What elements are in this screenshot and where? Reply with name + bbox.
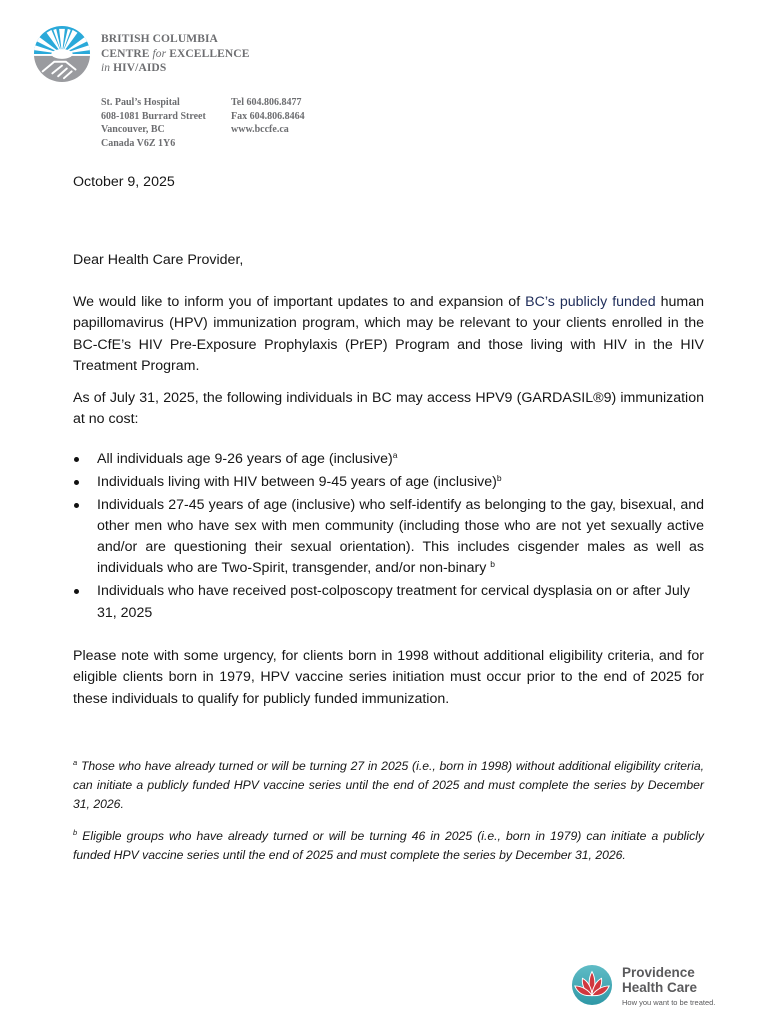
urgency-paragraph: Please note with some urgency, for clients born in 1998 without additional eligibility criteria, and for eligible clients born in 1979, HPV vaccine series initiation must occur prior to the end of 2025 for these individuals to qualify for publicly funded immunization. [73, 648, 704, 707]
list-item: Individuals who have received post-colposcopy treatment for cervical dysplasia on or after July 31, 2025 [73, 581, 704, 624]
footnote-mark: a [73, 758, 78, 767]
organization-name [101, 32, 249, 76]
eligibility-intro-paragraph: As of July 31, 2025, the following individuals in BC may access HPV9 (GARDASIL®9) immunization at no cost: [73, 390, 704, 428]
address-line: Canada V6Z 1Y6 [101, 137, 176, 149]
footnote-mark: b [73, 828, 78, 837]
footnote-b: $^b$ Eligible groups who have already turned or will be turning 46 in 2025 (i.e., born in 1979) can initiate a publicly funded HPV vaccine series until the end of 2025 and must complete the series by December 31, 2026. [73, 828, 704, 862]
list-item: Individuals living with HIV between 9-45 years of age (inclusive)$^b$ [73, 472, 704, 493]
list-item: All individuals age 9-26 years of age (inclusive)$^a$ [73, 449, 704, 470]
footnote-a: $^a$ Those who have already turned or will be turning 27 in 2025 (i.e., born in 1998) without additional eligibility criteria, can initiate a publicly funded HPV vaccine series until the end of 2025 and must complete the series by December 31, 2026. [73, 758, 704, 811]
providence-tagline: How you want to be treated. [622, 998, 716, 1007]
website-link[interactable]: www.bccfe.ca [231, 124, 289, 135]
highlighted-text: BC’s publicly funded [525, 294, 656, 310]
sun-handshake-logo-icon [33, 25, 91, 83]
footnote-ref: b [490, 559, 495, 570]
fax-number: Fax 604.806.8464 [231, 110, 305, 122]
salutation: Dear Health Care Provider, [73, 252, 244, 268]
address-line: St. Paul’s Hospital [101, 97, 180, 108]
address-block [101, 96, 206, 150]
lotus-logo-icon [571, 964, 613, 1006]
eligibility-list [73, 449, 704, 625]
org-name-line2: CENTRE for EXCELLENCE [101, 47, 250, 60]
list-item: Individuals 27-45 years of age (inclusive) who self-identify as belonging to the gay, bisexual, and other men who have sex with men community (including those who are not yet sexually active and/or are questioning their sexual orientation). This includes cisgender males as well as individuals who are Two-Spirit, transgender, and/or non-binary $^b$ [73, 495, 704, 580]
intro-paragraph: We would like to inform you of important updates to and expansion of BC’s publicly funded human papillomavirus (HPV) immunization program, which may be relevant to your clients enrolled in the BC-CfE’s HIV Pre-Exposure Prophylaxis (PrEP) Program and those living with HIV in the HIV Treatment Program. [73, 294, 704, 374]
bullet-icon [74, 480, 79, 485]
bullet-icon [74, 457, 79, 462]
bullet-icon [74, 589, 79, 594]
org-name-line3: in HIV/AIDS [101, 62, 167, 74]
address-line: 608-1081 Burrard Street [101, 110, 206, 122]
bullet-icon [74, 503, 79, 508]
footnote-ref: b [496, 472, 502, 483]
phone-number: Tel 604.806.8477 [231, 97, 302, 108]
letter-date: October 9, 2025 [73, 174, 175, 190]
org-name-line1: BRITISH COLUMBIA [101, 33, 218, 45]
footnote-ref: a [392, 450, 398, 460]
providence-org-name: Providence Health Care [622, 965, 698, 995]
address-line: Vancouver, BC [101, 124, 165, 135]
contact-block [231, 96, 305, 137]
